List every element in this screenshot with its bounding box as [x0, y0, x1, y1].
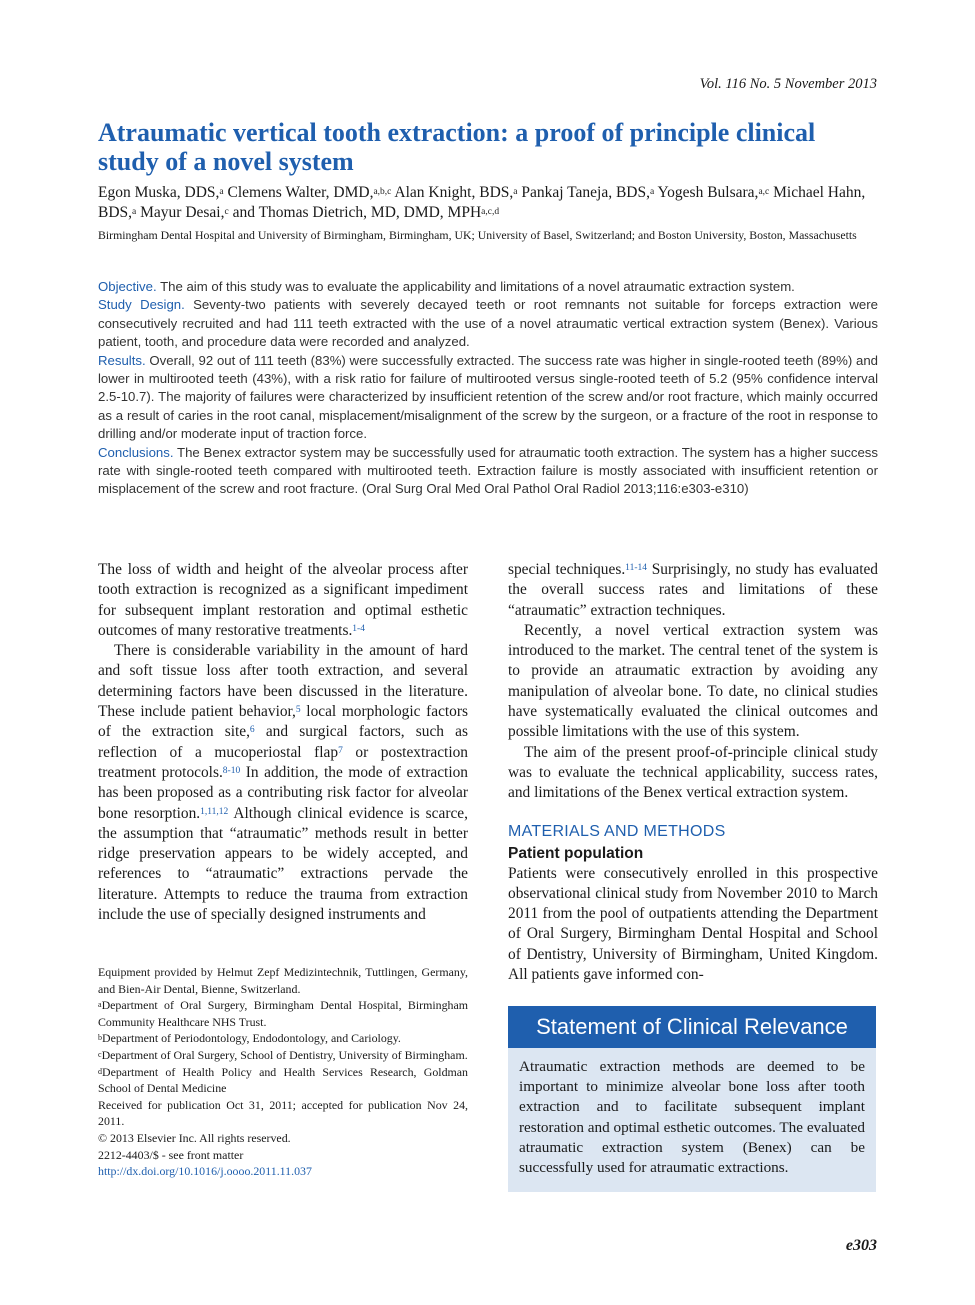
body-text: In addition, the mode of extraction has been proposed as a contributing risk factor for alveolar bone resorption. — [98, 763, 468, 822]
body-paragraph — [98, 560, 468, 641]
footnote-mark: a — [98, 1000, 102, 1010]
abstract-text: Overall, 92 out of 111 teeth (83%) were successfully extracted. The success rate was higher in single-rooted teeth (89%) and lower in multirooted teeth (43%), with a risk ratio for failure of multirooted versus single-rooted teeth of 5.2 (95% confidence interval 2.5-10.7). The majority of failures were characterized by insufficient retention of the screw and/or root fracture, which mainly occurred as a result of caries in the root canal, misplacement/misalignment of the screw by the surgeon, or a fracture of the root in response to drilling and/or moderate input of traction force. — [98, 352, 878, 442]
footnote-d — [98, 1064, 468, 1097]
subsection-heading: Patient population — [508, 844, 644, 862]
article-title: Atraumatic vertical tooth extraction: a proof of principle clinical study of a novel system — [98, 118, 816, 176]
body-text: Surprisingly, no study has evaluated the overall success rates and limitations of these “atraumatic” extraction techniques. — [508, 561, 878, 619]
footnote-text: Department of Health Policy and Health Services Research, Goldman School of Dental Medicine — [98, 1064, 468, 1096]
abstract-label: Conclusions. — [98, 444, 174, 460]
body-text-continued: special techniques. — [508, 561, 626, 578]
clinical-relevance-box — [508, 1006, 876, 1192]
author: Yogesh Bulsara, — [657, 184, 759, 201]
body-text: Although clinical evidence is scarce, the assumption that “atraumatic” methods result in better ridge preservation appears to be widely accepted, and references to “atraumatic” extractions pervade the literature. Attempts to reduce the trauma from extraction include the use of specially designed instruments and — [98, 804, 468, 924]
footnotes — [98, 964, 468, 1180]
affiliation: Birmingham Dental Hospital and University of Birmingham, Birmingham, UK; University of Basel, Switzerland; and Boston University, Boston, Massachusetts — [98, 228, 857, 242]
doi-link[interactable]: http://dx.doi.org/10.1016/j.oooo.2011.11.037 — [98, 1164, 312, 1179]
author-affil-mark: a — [219, 187, 224, 197]
author-affil-mark: a — [132, 207, 137, 217]
body-paragraph-continued — [508, 560, 878, 621]
abstract-text: The Benex extractor system may be successfully used for atraumatic tooth extraction. The system has a higher success rate with single-rooted teeth compared with multirooted teeth. Extraction failure is mostly associated with insufficient retention or misplacement of the screw and root fracture. (Oral Surg Oral Med Oral Pathol Oral Radiol 2013;116:e303-e310) — [98, 444, 878, 497]
footnote-mark: b — [98, 1033, 102, 1043]
author-affil-mark: a,c,d — [481, 207, 500, 217]
author-list — [98, 183, 878, 223]
footnote-b — [98, 1030, 468, 1047]
footnote-doi — [98, 1163, 468, 1180]
issue-info: Vol. 116 No. 5 November 2013 — [699, 76, 877, 92]
citation-link[interactable]: 11-14 — [625, 563, 647, 573]
footnote-a — [98, 997, 468, 1030]
author: Mayur Desai, — [140, 204, 225, 221]
abstract-label: Study Design. — [98, 297, 185, 313]
abstract-objective — [98, 278, 878, 296]
footnote-copyright: © 2013 Elsevier Inc. All rights reserved. — [98, 1130, 291, 1145]
abstract-text: Seventy-two patients with severely decayed teeth or root remnants not suitable for forceps extraction were consecutively recruited and had 111 teeth extracted with the use of a novel atraumatic vertical extraction system (Benex). Various patient, tooth, and procedure data were recorded and analyzed. — [98, 297, 878, 350]
footnote-issn: 2212-4403/$ - see front matter — [98, 1147, 244, 1162]
body-text: or postextraction treatment protocols. — [98, 743, 468, 781]
author: and Thomas Dietrich, MD, DMD, MPH — [232, 204, 482, 221]
footnote-text: Department of Oral Surgery, School of Dentistry, University of Birmingham. — [101, 1047, 468, 1062]
abstract-label: Objective. — [98, 279, 157, 294]
author: Clemens Walter, DMD, — [227, 184, 374, 201]
body-column-right — [508, 560, 878, 985]
body-paragraph: Recently, a novel vertical extraction system was introduced to the market. The central tenet of the system is to provide an atraumatic extraction by avoiding any manipulation of alveolar bone. To date, no clinical studies have systematically evaluated the clinical outcomes and possible limitations with the use of this system. — [508, 621, 878, 741]
abstract-results — [98, 352, 878, 444]
body-paragraph: Patients were consecutively enrolled in this prospective observational clinical study from November 2010 to March 2011 from the pool of outpatients attending the Department of Oral Surgery, Birmingham Dental Hospital and School of Dentistry, University of Birmingham, United Kingdom. All patients gave informed con- — [508, 864, 878, 984]
citation-link[interactable]: 5 — [295, 705, 301, 716]
abstract-conclusions — [98, 444, 878, 499]
body-paragraph: The aim of the present proof-of-principle clinical study was to evaluate the technical applicability, success rates, and limitations of the Benex vertical extraction system. — [508, 743, 878, 802]
footnote-text: Department of Periodontology, Endodontology, and Cariology. — [102, 1031, 401, 1046]
body-text: local morphologic factors of the extraction site, — [98, 703, 468, 741]
abstract-text: The aim of this study was to evaluate the applicability and limitations of a novel atraumatic extraction system. — [156, 279, 795, 294]
author-affil-mark: a,c — [758, 187, 770, 197]
abstract-label: Results. — [98, 352, 146, 368]
footnote-mark: c — [98, 1049, 102, 1059]
author-affil-mark: a — [650, 187, 655, 197]
body-column-left — [98, 560, 468, 925]
citation-link[interactable]: 1,11,12 — [200, 806, 229, 817]
page-number: e303 — [845, 1237, 877, 1254]
body-text: and surgical factors, such as reflection of a mucoperiostal flap — [98, 723, 468, 761]
footnote-c — [98, 1047, 468, 1064]
body-text: There is considerable variability in the amount of hard and soft tissue loss after tooth extraction, and several determining factors have been discussed in the literature. These include patient behavior, — [98, 642, 468, 721]
footnote-received: Received for publication Oct 31, 2011; accepted for publication Nov 24, 2011. — [98, 1097, 468, 1129]
author: Michael Hahn, BDS, — [98, 184, 866, 221]
footnote-equipment: Equipment provided by Helmut Zepf Medizintechnik, Tuttlingen, Germany, and Bien-Air Dental, Bienne, Switzerland. — [98, 965, 468, 996]
author: Egon Muska, DDS, — [98, 184, 220, 201]
section-heading: MATERIALS AND METHODS — [508, 822, 726, 840]
author: Pankaj Taneja, BDS, — [521, 184, 650, 201]
clinical-relevance-heading: Statement of Clinical Relevance — [508, 1006, 876, 1048]
body-text: The loss of width and height of the alveolar process after tooth extraction is recognized as a significant impediment for subsequent implant restoration and optimal esthetic outcomes of many restorative treatments. — [98, 561, 468, 639]
author-affil-mark: c — [224, 207, 229, 217]
footnote-mark: d — [98, 1066, 102, 1076]
author-affil-mark: a,b,c — [373, 187, 392, 197]
body-paragraph — [98, 641, 468, 925]
author-affil-mark: a — [513, 187, 518, 197]
author: Alan Knight, BDS, — [394, 184, 514, 201]
citation-link[interactable]: 1-4 — [352, 623, 365, 634]
abstract — [98, 278, 878, 499]
citation-link[interactable]: 8-10 — [222, 765, 241, 776]
abstract-design — [98, 296, 878, 351]
clinical-relevance-text: Atraumatic extraction methods are deemed to be important to minimize alveolar bone loss after tooth extraction and to facilitate subsequent implant restoration and optimal esthetic outcomes. The evaluated atraumatic extraction system (Benex) can be successfully used for atraumatic extractions. — [519, 1058, 865, 1177]
citation-link[interactable]: 6 — [249, 725, 255, 736]
citation-link[interactable]: 7 — [338, 745, 343, 756]
footnote-text: Department of Oral Surgery, Birmingham Dental Hospital, Birmingham Community Healthcare NHS Trust. — [98, 998, 468, 1029]
